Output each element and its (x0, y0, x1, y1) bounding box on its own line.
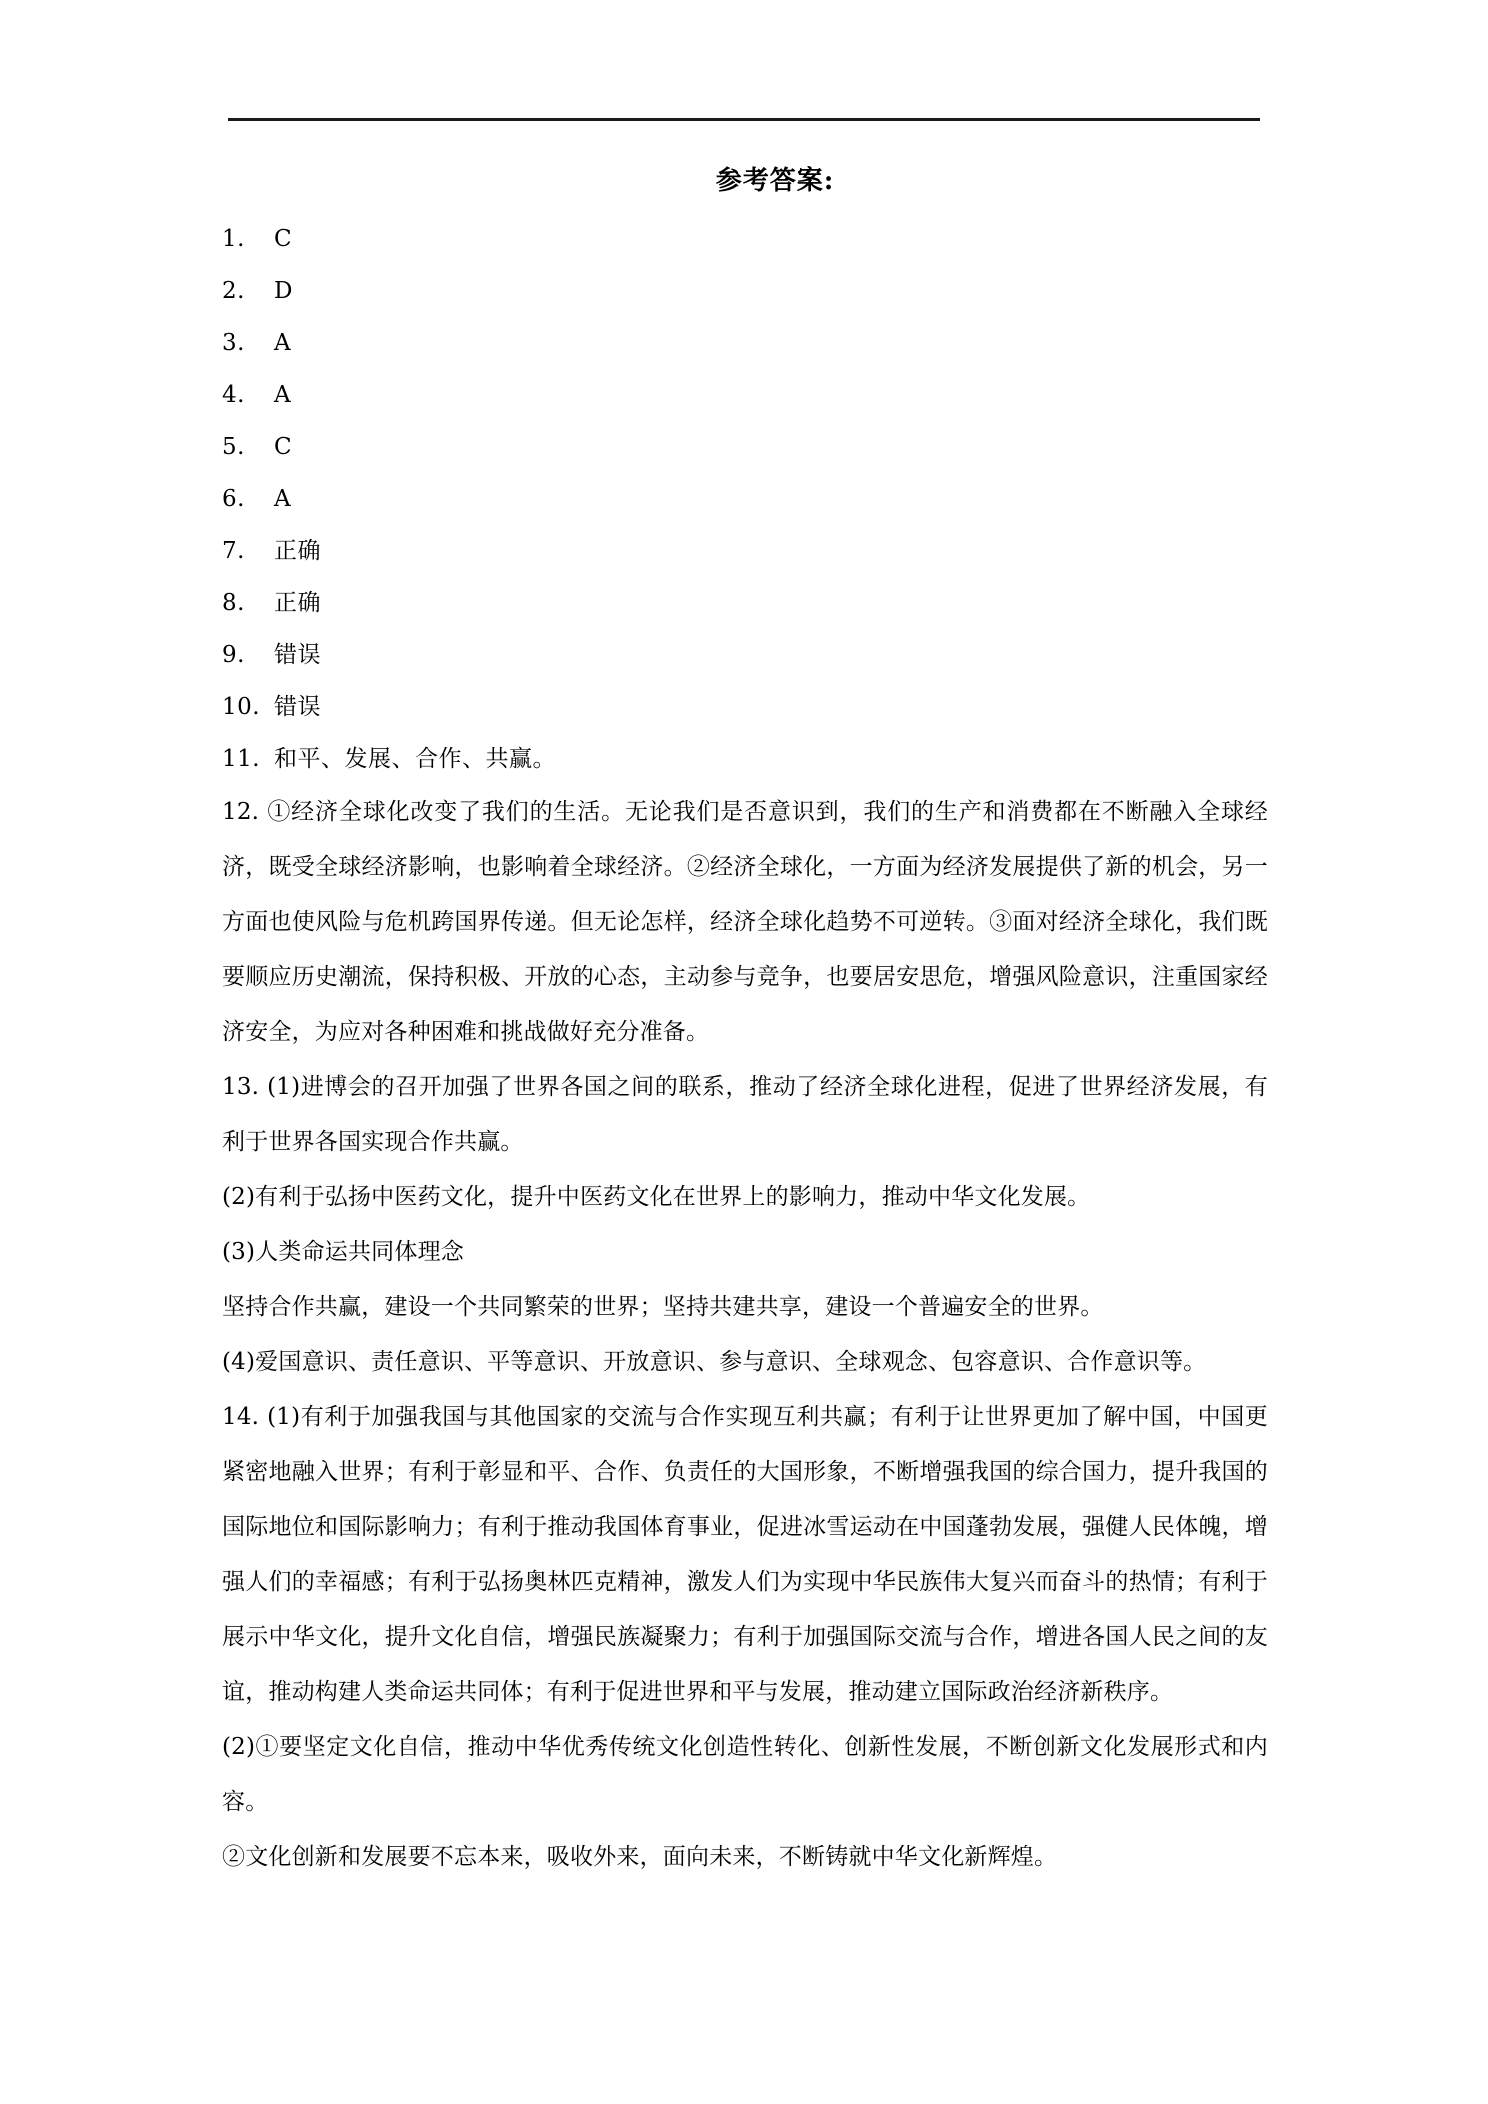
answer-13-part-2: (2)有利于弘扬中医药文化，提升中医药文化在世界上的影响力，推动中华文化发展。 (222, 1184, 1091, 1211)
answer-number: 12. (222, 799, 260, 826)
answer-value: D (274, 278, 293, 305)
answer-value: A (274, 486, 292, 513)
answer-value: A (274, 382, 292, 409)
answer-row-10 (222, 681, 1268, 733)
header-rule (228, 118, 1260, 121)
answer-row-3 (222, 317, 1268, 369)
answer-number: 8. (222, 590, 245, 617)
answer-row-14 (222, 1390, 1268, 1720)
answer-number: 4. (222, 382, 245, 409)
answer-row-2 (222, 265, 1268, 317)
answer-value: 和平、发展、合作、共赢。 (274, 746, 556, 773)
answer-number: 6. (222, 486, 245, 513)
answer-value: 正确 (274, 590, 321, 617)
answer-number: 5. (222, 434, 245, 461)
answer-row-11 (222, 733, 1268, 785)
answer-number: 10. (222, 694, 261, 721)
answer-row-12 (222, 785, 1268, 1060)
answer-row-1 (222, 213, 1268, 265)
answer-number: 11. (222, 746, 261, 773)
answer-row-7 (222, 525, 1268, 577)
answer-row-6 (222, 473, 1268, 525)
document-content (222, 166, 1268, 1885)
answer-number: 14. (222, 1404, 260, 1431)
answer-row-5 (222, 421, 1268, 473)
answer-value: A (274, 330, 292, 357)
answer-row-4 (222, 369, 1268, 421)
answer-13-part-3-detail: 坚持合作共赢，建设一个共同繁荣的世界；坚持共建共享，建设一个普遍安全的世界。 (222, 1294, 1104, 1321)
answer-row-8 (222, 577, 1268, 629)
answer-14-part-2b: ②文化创新和发展要不忘本来，吸收外来，面向未来，不断铸就中华文化新辉煌。 (222, 1844, 1058, 1871)
answer-13-part-3: (3)人类命运共同体理念 (222, 1239, 464, 1266)
answer-value: C (274, 226, 293, 253)
answer-value: C (274, 434, 293, 461)
answer-text-part-1: (1)有利于加强我国与其他国家的交流与合作实现互利共赢；有利于让世界更加了解中国，中国更紧密地融入世界；有利于彰显和平、合作、负责任的大国形象，不断增强我国的综合国力，提升我国的国际地位和国际影响力；有利于推动我国体育事业，促进冰雪运动在中国蓬勃发展，强健人民体魄，增强人们的幸福感；有利于弘扬奥林匹克精神，激发人们为实现中华民族伟大复兴而奋斗的热情；有利于展示中华文化，提升文化自信，增强民族凝聚力；有利于加强国际交流与合作，增进各国人民之间的友谊，推动构建人类命运共同体；有利于促进世界和平与发展，推动建立国际政治经济新秩序。 (222, 1404, 1268, 1706)
answer-number: 13. (222, 1074, 260, 1101)
answer-row-9 (222, 629, 1268, 681)
answer-number: 9. (222, 642, 245, 669)
answer-text-part-1: (1)进博会的召开加强了世界各国之间的联系，推动了经济全球化进程，促进了世界经济发展，有利于世界各国实现合作共赢。 (222, 1074, 1268, 1156)
answer-14-part-2a: (2)①要坚定文化自信，推动中华优秀传统文化创造性转化、创新性发展，不断创新文化发展形式和内容。 (222, 1734, 1268, 1816)
answer-number: 3. (222, 330, 245, 357)
page-title: 参考答案: (715, 166, 835, 196)
answer-number: 7. (222, 538, 245, 565)
answer-number: 1. (222, 226, 245, 253)
answer-13-part-4: (4)爱国意识、责任意识、平等意识、开放意识、参与意识、全球观念、包容意识、合作意识等。 (222, 1349, 1207, 1376)
answer-row-13 (222, 1060, 1268, 1170)
answer-value: 错误 (274, 694, 321, 721)
answer-value: 错误 (274, 642, 321, 669)
answer-number: 2. (222, 278, 245, 305)
answer-text: ①经济全球化改变了我们的生活。无论我们是否意识到，我们的生产和消费都在不断融入全球经济，既受全球经济影响，也影响着全球经济。②经济全球化，一方面为经济发展提供了新的机会，另一方面也使风险与危机跨国界传递。但无论怎样，经济全球化趋势不可逆转。③面对经济全球化，我们既要顺应历史潮流，保持积极、开放的心态，主动参与竞争，也要居安思危，增强风险意识，注重国家经济安全，为应对各种困难和挑战做好充分准备。 (222, 799, 1268, 1046)
answer-value: 正确 (274, 538, 321, 565)
